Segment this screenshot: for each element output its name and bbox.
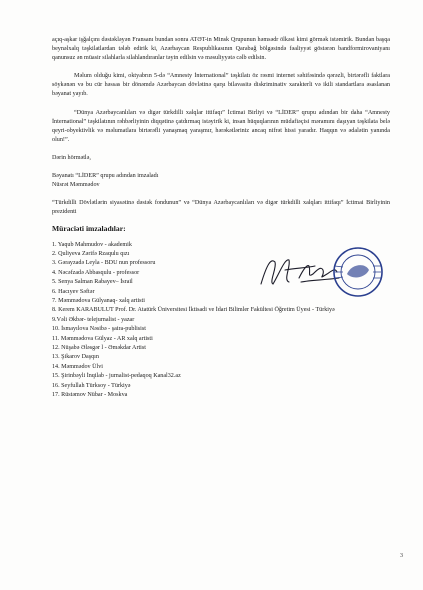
list-item: 2. Quliyeva Zərifə Rzaqulu qızı xyxy=(52,250,130,257)
list-item: 10. İsmayılova Nəsibə - şaira-publisist xyxy=(52,326,146,333)
list-item: 5. Senya Salman Rabayev– İsrail xyxy=(52,279,133,286)
signature-and-stamp xyxy=(255,244,385,304)
official-stamp xyxy=(334,248,382,296)
signed-by-line-2: Nüsrət Məmmədov xyxy=(52,182,100,189)
signed-by-line-1: Bəyanatı “LİDER” qrupu adından imzaladı xyxy=(52,173,159,180)
list-item: 14. Məmmədov Ülvi xyxy=(52,363,103,370)
list-item: 8. Kerem KARABULUT Prof. Dr. Atatürk Üniversitesi İktisadi ve İdari Bilimler Fakültesi Öğretim Üyesi - Türkiyə xyxy=(52,307,335,314)
list-item: 1. Yaqub Mahmudov - akademik xyxy=(52,241,132,248)
paragraph-2: Məlum olduğu kimi, oktyabrın 5-də “Amnesty İnternational” təşkilatı öz rəsmi internet səhifəsində qərəzli, birtərəfli faktlara söykənən və bu cür həssas bir dönəmdə Azərbaycan dövlətinə qarşı bilavasitə diskriminativ xarakterli və ikili standartlara əsaslanan bəyanat yayıb. xyxy=(52,73,390,98)
page-number: 3 xyxy=(400,553,403,559)
signers-heading: Müraciəti imzaladılar: xyxy=(52,224,126,234)
paragraph-3: “Dünya Azərbaycanlıları və digər türkdilli xalqlar ittifaqı” İctimai Birliyi və “LİDER” qrupu adından bir daha “Amnesty İnternational” təşkilatının rəhbərliyinin diqqətinə çatdırmaq istəyirik ki, insan hüquqlarının müdafiəçisi məramını daşıyan təşkilata belə qeyri-obyektivlik və məlumatlara birtərəfli yanaşmaq yaraşmır, hərəkətləriniz ancaq nifrət hissi yaradır. Haqqın və ədalətin yanında olun!”. xyxy=(52,109,390,143)
list-item: 9.Vəli Əkbər- teleјurnalist - yazar xyxy=(52,316,135,323)
letter-body xyxy=(52,36,390,400)
list-item: 16. Seyfullah Türksoy - Türkiyə xyxy=(52,382,131,389)
list-item: 17. Rüstəmov Nübar - Moskva xyxy=(52,392,128,398)
closing-regards: Dərin hörmətlə, xyxy=(52,154,91,161)
list-item: 7. Məmmədova Gülyanaq- xalq artisti xyxy=(52,297,145,304)
handwritten-signature xyxy=(261,260,339,284)
list-item: 4. Nəcəfzadə Abbasqulu - professor xyxy=(52,269,140,276)
list-item: 13. Şikarov Daşqın xyxy=(52,354,99,361)
list-item: 3. Gərayzadə Leyla - BDU nun professoru xyxy=(52,260,156,267)
list-item: 11. Məmmədova Gülyaz - AR xalq artisti xyxy=(52,335,153,342)
list-item: 15. Şirinbəyli İnqilab - jurnalist-pedaqoq Kanal32.az xyxy=(52,373,181,380)
list-item: 12. Nüşabə Ələsgər l - Əməkdar Artist xyxy=(52,344,146,351)
paragraph-1: açıq-aşkar işğalçını dəstəkləyən Fransanı bundan sonra ATƏT-in Minsk Qrupunun həmsədr ölkəsi kimi görmək istəmirik. Bundan başqa beynəlxalq təşkilatlardan tələb edirik ki, Azərbaycan Respublikasının Qarabağ bölgəsində fəaliyyət göstərən bandformirovaniyanı qanunsuz ən müasir silahlarla silahlandıranlar təyin edilsin və məsuliyyətə cəlb edilsin. xyxy=(52,37,390,62)
list-item: 6. Hacıyev Səftər xyxy=(52,288,95,295)
foundation-title: “Türkdilli Dövlətlərin siyasətinə dəstək fondunun” və “Dünya Azərbaycanlıları və digər türkdilli xalqları ittifaqı” İctimai Birliyinin prezidenti xyxy=(52,200,390,216)
stamp-emblem xyxy=(347,265,369,277)
